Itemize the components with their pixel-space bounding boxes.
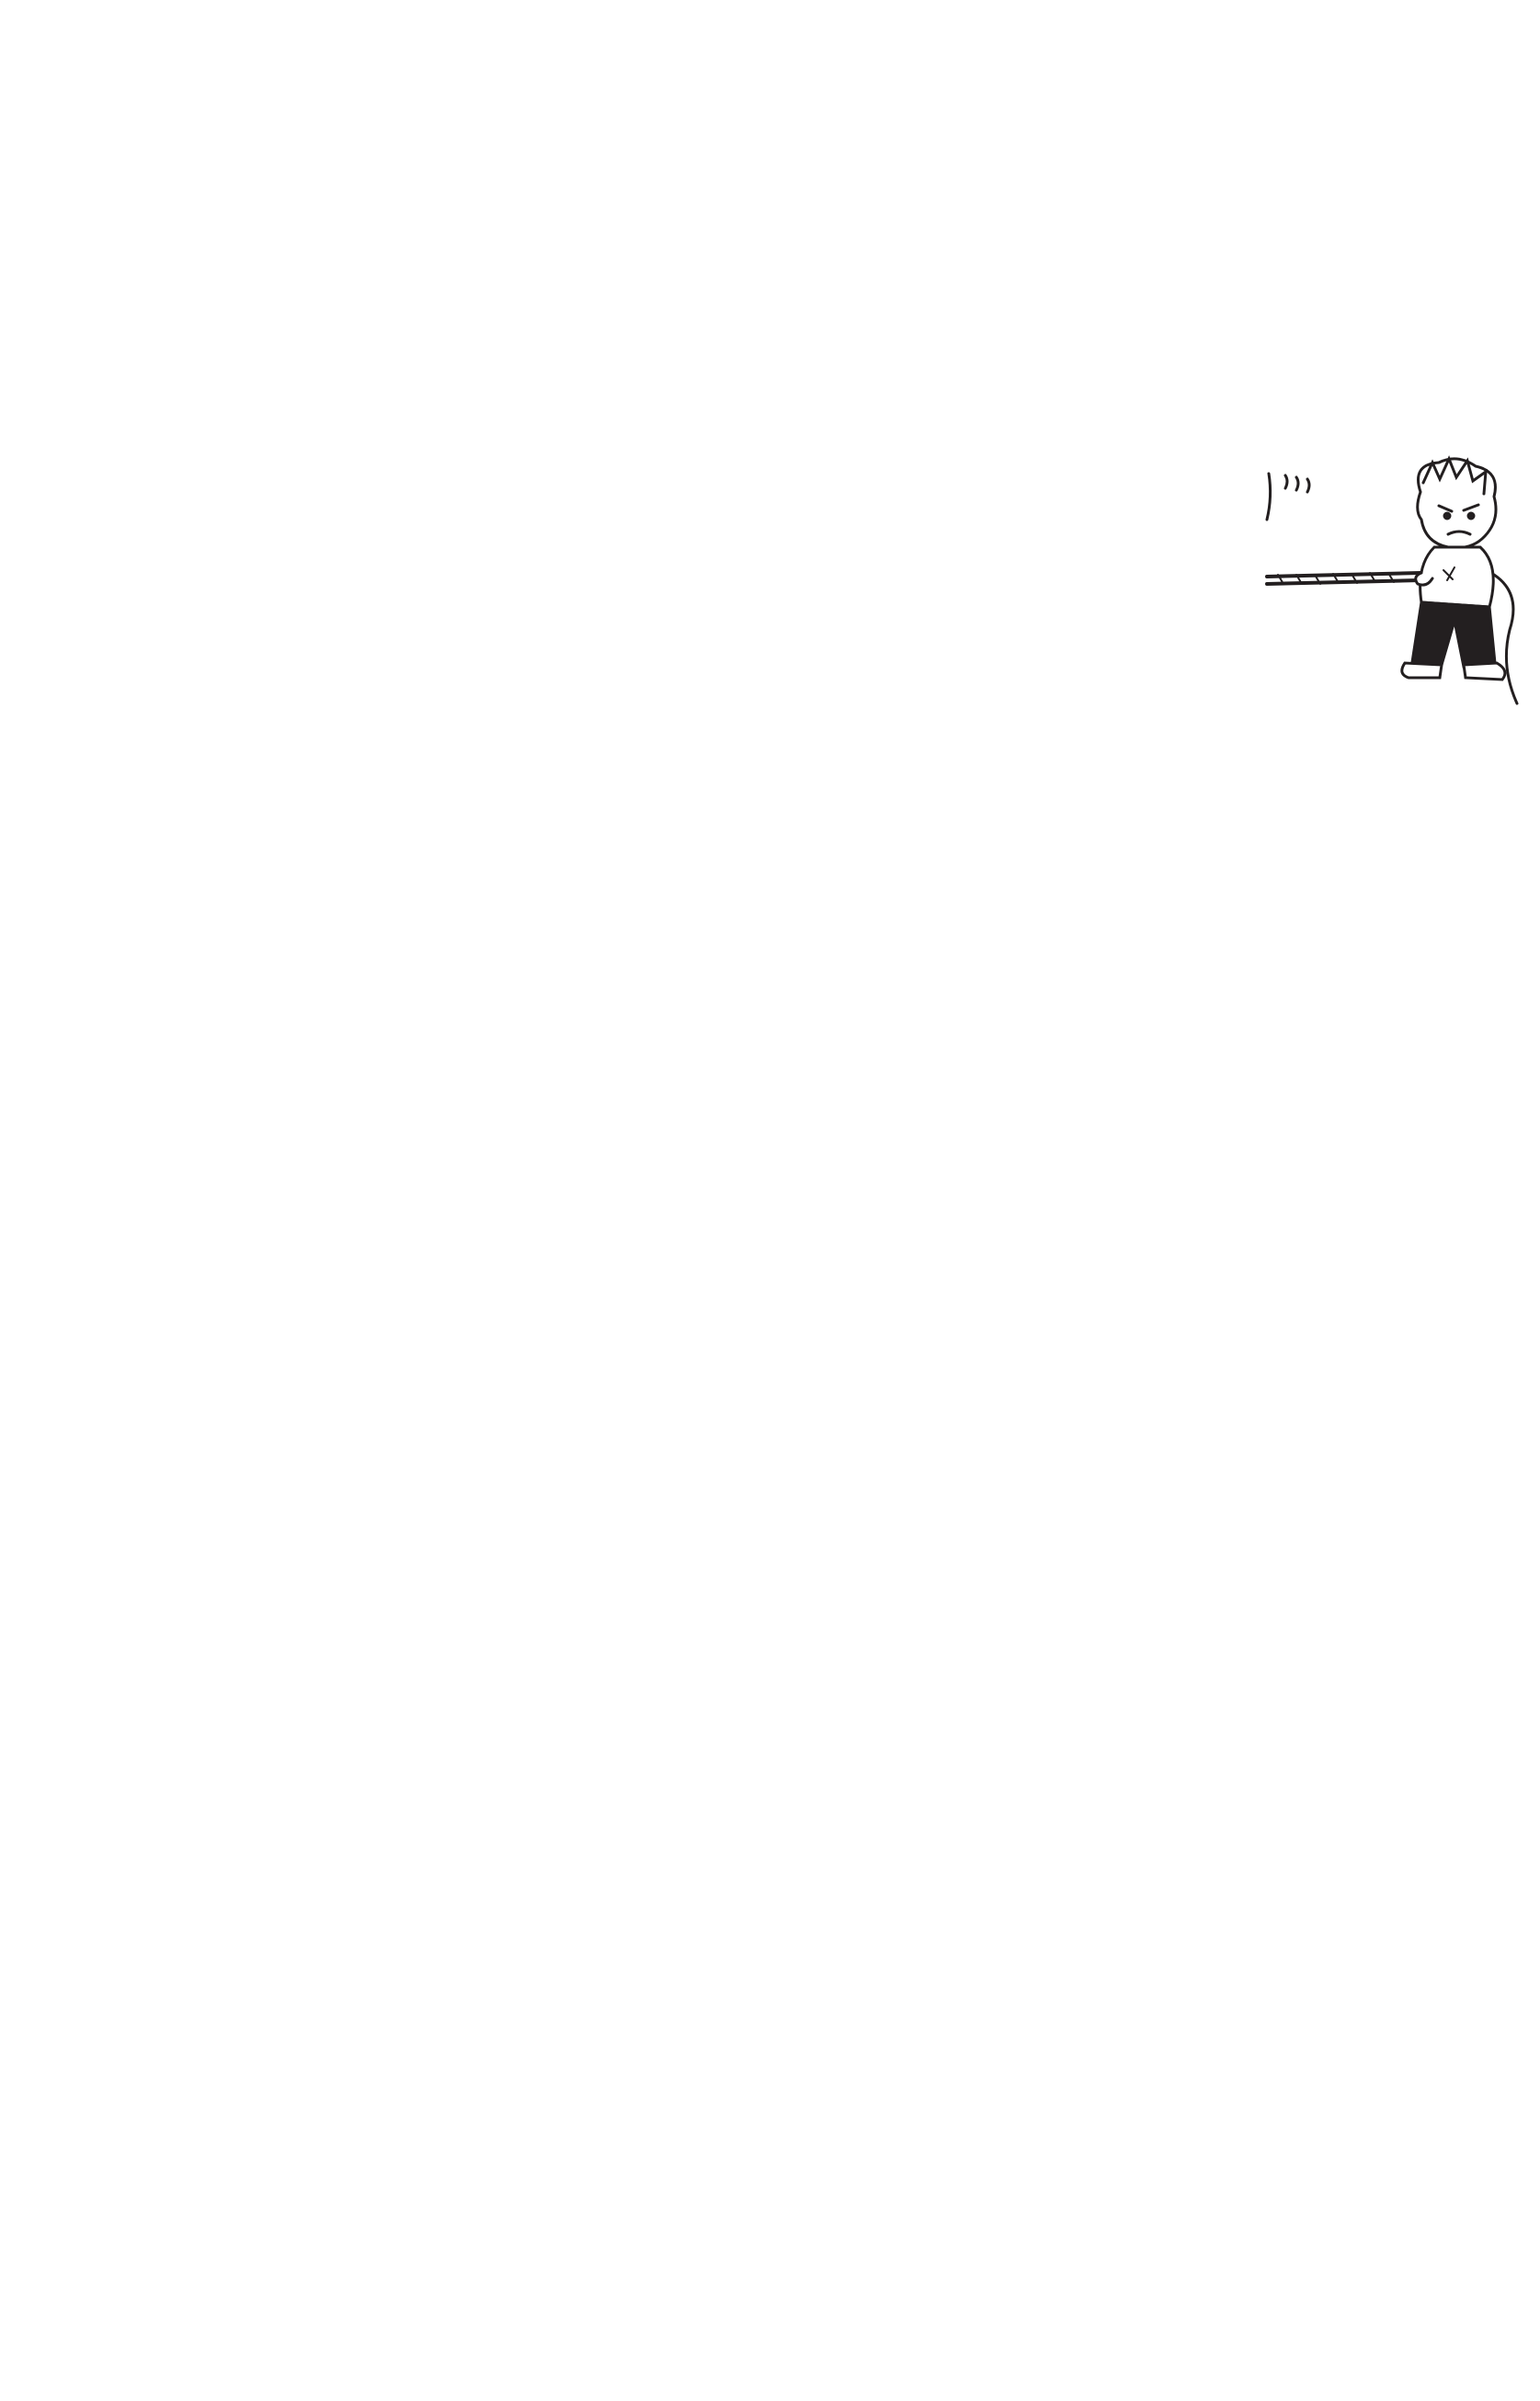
tug-illustration — [1260, 455, 1526, 726]
review-word-grid — [0, 2281, 1540, 2401]
